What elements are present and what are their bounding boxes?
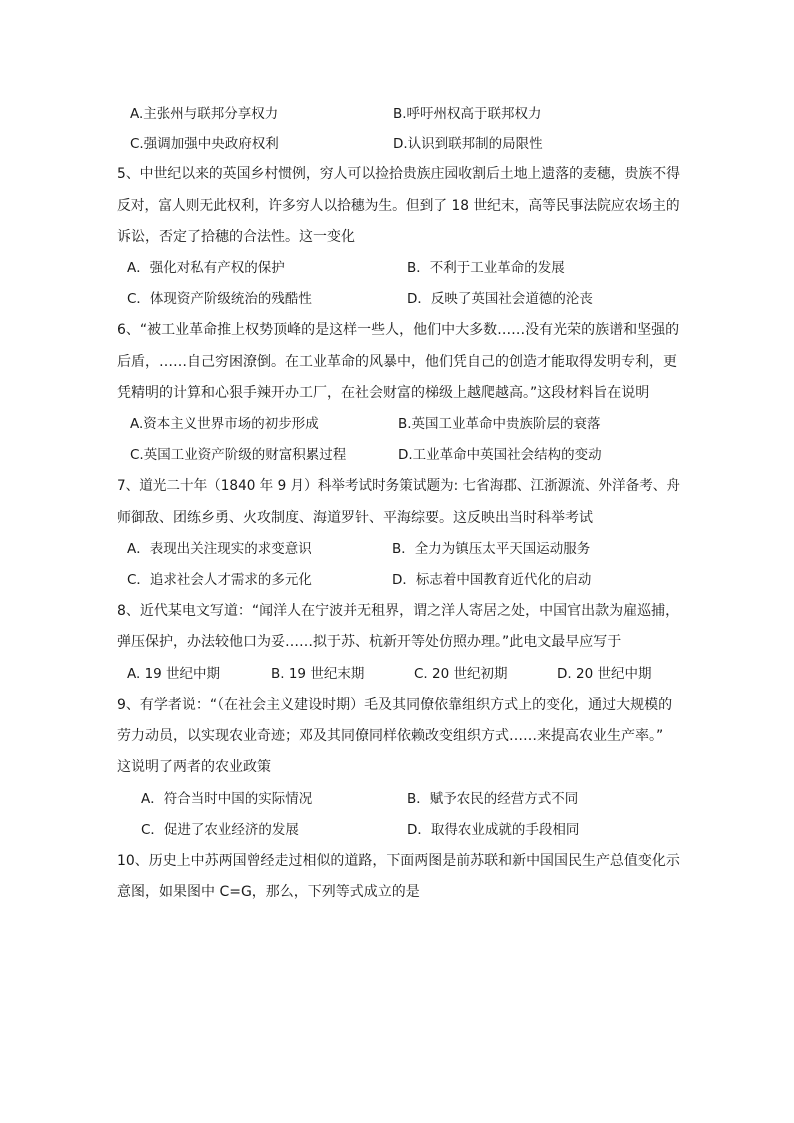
q8-stem-line-2: 弹压保护，办法较他口为妥……拟于苏、杭新开等处仿照办理。”此电文最早应写于 [117,634,622,650]
q10-stem-line-1: 10、历史上中苏两国曾经走过相似的道路，下面两图是前苏联和新中国国民生产总值变化示 [117,853,680,869]
q7-option-c: C．追求社会人才需求的多元化 [127,572,312,588]
q5-option-c: C．体现资产阶级统治的残酷性 [127,291,312,307]
q7-stem-line-1: 7、道光二十年（1840 年 9 月）科举考试时务策试题为: 七省海郡、江浙源流、外洋备考、舟 [117,478,680,494]
q8-option-c: C. 20 世纪初期 [414,666,508,682]
q9-option-a: A．符合当时中国的实际情况 [141,791,313,807]
q5-option-b: B．不利于工业革命的发展 [407,260,565,276]
q5-option-a: A．强化对私有产权的保护 [127,260,285,276]
q4-option-a: A.主张州与联邦分享权力 [130,106,279,122]
q9-stem-line-3: 这说明了两者的农业政策 [117,759,271,775]
q9-stem-line-1: 9、有学者说：“（在社会主义建设时期）毛及其同僚依靠组织方式上的变化，通过大规模的 [117,697,673,713]
q9-option-c: C．促进了农业经济的发展 [141,822,299,838]
q6-stem-line-1: 6、“被工业革命推上权势顶峰的是这样一些人，他们中大多数……没有光荣的族谱和坚强的 [117,322,680,338]
q4-option-b: B.呼吁州权高于联邦权力 [393,106,542,122]
q8-option-b: B. 19 世纪末期 [271,666,365,682]
q9-option-d: D．取得农业成就的手段相同 [407,822,580,838]
q5-option-d: D．反映了英国社会道德的沦丧 [407,291,593,307]
q9-stem-line-2: 劳力动员，以实现农业奇迹；邓及其同僚同样依赖改变组织方式……来提高农业生产率。” [117,728,664,744]
q5-stem-line-2: 反对，富人则无此权利，许多穷人以拾穗为生。但到了 18 世纪末，高等民事法院应农场主的 [117,198,680,214]
q8-option-d: D. 20 世纪中期 [557,666,652,682]
q8-stem-line-1: 8、近代某电文写道：“闻洋人在宁波并无租界，谓之洋人寄居之处，中国官出款为雇巡捕， [117,603,680,619]
q5-stem-line-1: 5、中世纪以来的英国乡村惯例，穷人可以捡拾贵族庄园收割后土地上遗落的麦穗，贵族不得 [117,166,680,182]
q7-option-d: D．标志着中国教育近代化的启动 [392,572,592,588]
q6-stem-line-2: 后盾，……自己穷困潦倒。在工业革命的风暴中，他们凭自己的创造才能取得发明专利，更 [117,354,677,370]
q7-option-a: A．表现出关注现实的求变意识 [127,541,312,557]
q6-option-a: A.资本主义世界市场的初步形成 [130,416,319,432]
q6-option-b: B.英国工业革命中贵族阶层的衰落 [398,416,601,432]
q6-option-d: D.工业革命中英国社会结构的变动 [398,447,602,463]
q8-option-a: A. 19 世纪中期 [127,666,221,682]
q6-option-c: C.英国工业资产阶级的财富积累过程 [130,447,347,463]
q6-stem-line-3: 凭精明的计算和心狠手辣开办工厂，在社会财富的梯级上越爬越高。”这段材料旨在说明 [117,385,650,401]
q7-option-b: B．全力为镇压太平天国运动服务 [392,541,591,557]
q10-stem-line-2: 意图，如果图中 C=G，那么，下列等式成立的是 [117,884,420,900]
q5-stem-line-3: 诉讼，否定了拾穗的合法性。这一变化 [117,229,355,245]
q9-option-b: B．赋予农民的经营方式不同 [407,791,579,807]
q7-stem-line-2: 师御敌、团练乡勇、火攻制度、海道罗针、平海综要。这反映出当时科举考试 [117,510,593,526]
q4-option-c: C.强调加强中央政府权利 [130,136,279,152]
q4-option-d: D.认识到联邦制的局限性 [393,136,543,152]
